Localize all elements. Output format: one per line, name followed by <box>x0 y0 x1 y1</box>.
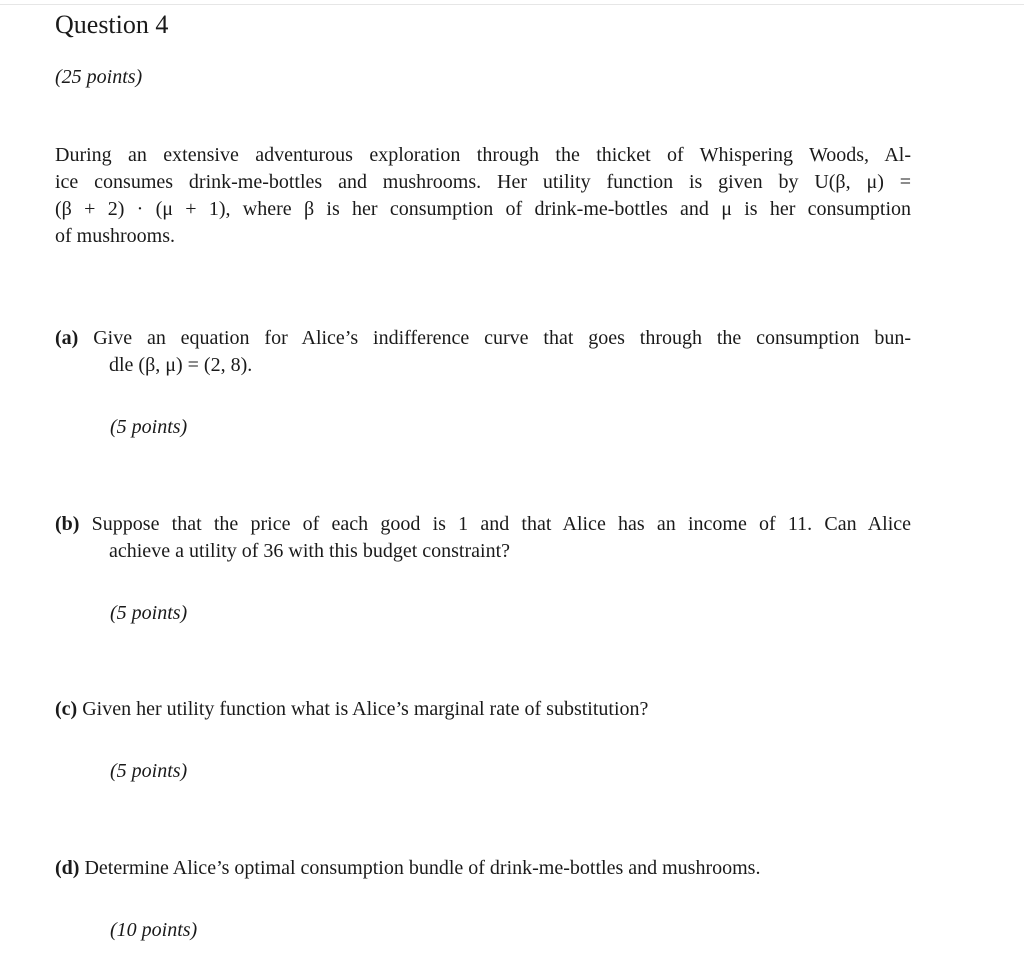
intro-line: ice consumes drink-me-bottles and mushrooms. Her utility function is given by U(β, μ) = <box>55 171 911 193</box>
part-label: (d) <box>55 857 80 879</box>
question-title: Question 4 <box>55 10 169 39</box>
part-text-cont: dle (β, μ) = (2, 8). <box>109 354 253 376</box>
part-d <box>55 855 911 882</box>
part-b <box>55 511 911 565</box>
intro-line: During an extensive adventurous exploration through the thicket of Whispering Woods, Al- <box>55 144 911 166</box>
part-c <box>55 696 911 723</box>
part-text: Give an equation for Alice’s indifference curve that goes through the consumption bun- <box>93 327 912 349</box>
question-points: (25 points) <box>55 66 143 88</box>
intro-line: (β + 2) · (μ + 1), where β is her consumption of drink-me-bottles and μ is her consumption <box>55 198 911 220</box>
part-label: (a) <box>55 327 79 349</box>
part-a <box>55 325 911 379</box>
top-divider <box>0 4 1024 5</box>
part-text: Given her utility function what is Alice’s marginal rate of substitution? <box>82 698 649 720</box>
intro-line: of mushrooms. <box>55 225 175 247</box>
part-a-points: (5 points) <box>110 416 188 438</box>
part-d-points: (10 points) <box>110 919 198 941</box>
part-label: (b) <box>55 513 80 535</box>
part-text: Determine Alice’s optimal consumption bundle of drink-me-bottles and mushrooms. <box>84 857 761 879</box>
part-c-points: (5 points) <box>110 760 188 782</box>
part-text-cont: achieve a utility of 36 with this budget constraint? <box>109 540 511 562</box>
question-intro <box>55 142 911 250</box>
part-label: (c) <box>55 698 78 720</box>
part-text: Suppose that the price of each good is 1 and that Alice has an income of 11. Can Alice <box>91 513 912 535</box>
part-b-points: (5 points) <box>110 602 188 624</box>
